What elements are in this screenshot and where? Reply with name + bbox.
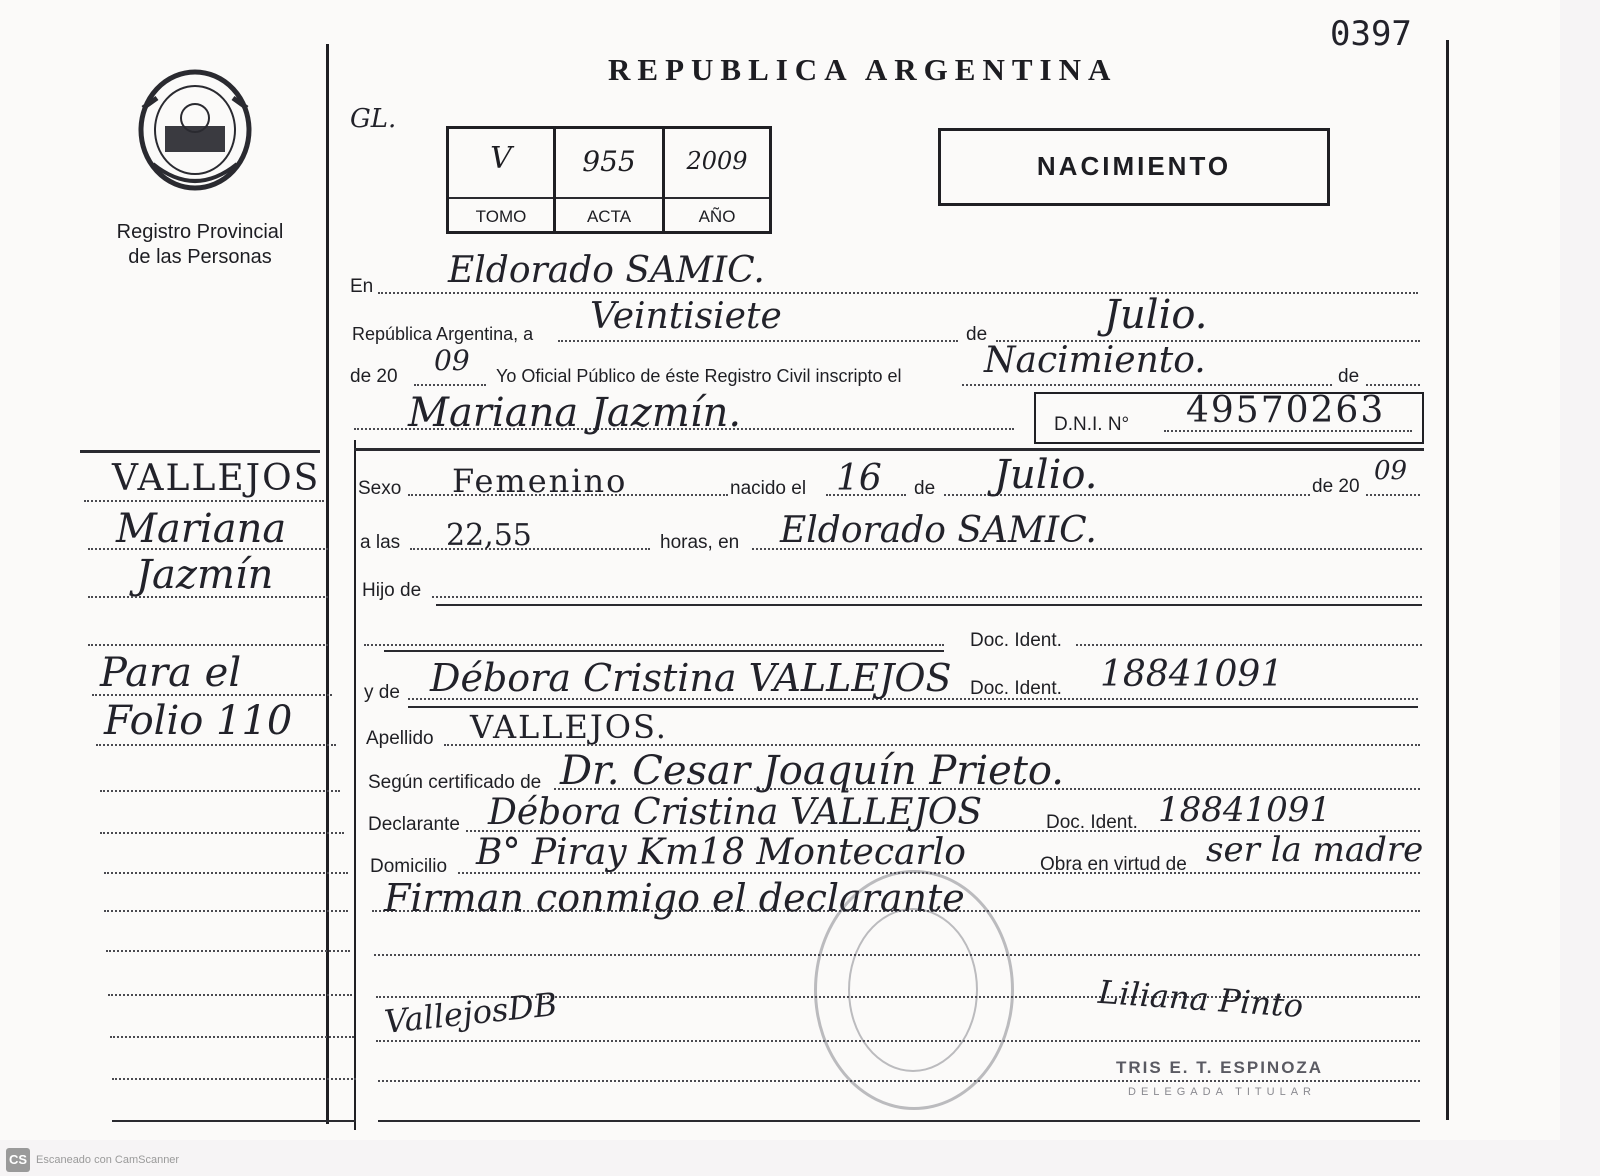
scanner-logo-icon: CS bbox=[6, 1148, 30, 1172]
left-rule bbox=[326, 44, 329, 1124]
year-suffix: 09 bbox=[434, 344, 470, 377]
day-words: Veintisiete bbox=[590, 296, 782, 337]
tomo-value: V bbox=[490, 141, 512, 176]
acta-value: 955 bbox=[582, 145, 636, 178]
hijo-label: Hijo de bbox=[362, 580, 422, 601]
margin-top-rule bbox=[80, 450, 320, 453]
doc-ident-label-2: Doc. Ident. bbox=[970, 678, 1062, 699]
sexo-label: Sexo bbox=[358, 478, 402, 499]
de-label-3: de bbox=[914, 478, 936, 499]
section-divider bbox=[354, 448, 1424, 451]
official-seal-inner-icon bbox=[848, 908, 978, 1072]
margin-surname: VALLEJOS bbox=[112, 458, 321, 499]
provincial-seal-icon bbox=[135, 68, 255, 198]
anio-value: 2009 bbox=[686, 147, 748, 175]
horas-label: horas, en bbox=[660, 532, 740, 553]
tomo-label: TOMO bbox=[475, 207, 527, 226]
sexo-value: Femenino bbox=[452, 462, 628, 500]
en-label: En bbox=[350, 276, 374, 297]
acta-label: ACTA bbox=[586, 207, 632, 226]
oficial-label: Yo Oficial Público de éste Registro Civil inscripto el bbox=[496, 366, 902, 386]
dni-label: D.N.I. N° bbox=[1054, 414, 1130, 435]
segun-label: Según certificado de bbox=[368, 772, 542, 793]
anio-label: AÑO bbox=[698, 207, 736, 226]
signature-left: VallejosDB bbox=[382, 985, 559, 1041]
domicilio-value: B° Piray Km18 Montecarlo bbox=[476, 832, 966, 873]
official-stamp: TRIS E. T. ESPINOZA bbox=[1116, 1058, 1324, 1077]
month-words: Julio. bbox=[1104, 292, 1208, 338]
note-value: Firman conmigo el declarante bbox=[384, 876, 965, 920]
doc-ident-label-3: Doc. Ident. bbox=[1046, 812, 1138, 833]
signature-right: Liliana Pinto bbox=[1096, 972, 1305, 1026]
margin-first-name: Mariana bbox=[116, 506, 287, 552]
anio-cell bbox=[662, 126, 772, 234]
inscripto-value: Nacimiento. bbox=[984, 340, 1206, 381]
full-name: Mariana Jazmín. bbox=[408, 390, 742, 436]
nacido-label: nacido el bbox=[730, 478, 807, 499]
margin-note-line1: Para el bbox=[100, 650, 242, 696]
obra-value: ser la madre bbox=[1206, 830, 1424, 870]
record-type-box bbox=[938, 128, 1330, 206]
domicilio-label: Domicilio bbox=[370, 856, 448, 877]
scanner-text: Escaneado con CamScanner bbox=[36, 1154, 180, 1166]
gl-mark: GL. bbox=[350, 104, 397, 134]
official-title: DELEGADA TITULAR bbox=[1128, 1086, 1316, 1098]
acta-cell bbox=[553, 126, 665, 234]
dni-value: 49570263 bbox=[1186, 390, 1386, 431]
de20-label: de 20 bbox=[350, 366, 398, 387]
dni-box bbox=[1034, 392, 1424, 444]
margin-note-line2: Folio 110 bbox=[104, 698, 293, 744]
republica-label: República Argentina, a bbox=[352, 324, 534, 344]
yde-label: y de bbox=[364, 682, 400, 703]
declarante-label: Declarante bbox=[368, 814, 460, 835]
birth-month: Julio. bbox=[994, 452, 1098, 498]
doc-ident-label: Doc. Ident. bbox=[970, 630, 1062, 651]
record-type: NACIMIENTO bbox=[1036, 151, 1232, 181]
right-rule bbox=[1446, 40, 1449, 1120]
page-number: 0397 bbox=[1330, 14, 1412, 54]
declarante-doc: 18841091 bbox=[1158, 790, 1332, 830]
place-value: Eldorado SAMIC. bbox=[780, 510, 1097, 551]
birth-year: 09 bbox=[1374, 456, 1408, 486]
mother-doc: 18841091 bbox=[1100, 654, 1284, 695]
alas-label: a las bbox=[360, 532, 401, 553]
margin-rule bbox=[354, 440, 356, 1130]
registry-line2: de las Personas bbox=[128, 246, 272, 268]
registry-name bbox=[100, 220, 300, 270]
time-value: 22,55 bbox=[446, 518, 532, 553]
certificado-value: Dr. Cesar Joaquín Prieto. bbox=[560, 748, 1064, 794]
de-label-2: de bbox=[1338, 366, 1360, 387]
declarante-value: Débora Cristina VALLEJOS bbox=[488, 792, 983, 833]
de20-label-2: de 20 bbox=[1312, 476, 1360, 497]
country-title: REPUBLICA ARGENTINA bbox=[608, 52, 1118, 87]
birth-day: 16 bbox=[836, 458, 882, 499]
margin-middle-name: Jazmín bbox=[136, 552, 274, 598]
apellido-value: VALLEJOS. bbox=[470, 708, 668, 746]
registry-line1: Registro Provincial bbox=[116, 221, 284, 243]
apellido-label: Apellido bbox=[366, 728, 434, 749]
en-value: Eldorado SAMIC. bbox=[448, 250, 765, 291]
obra-label: Obra en virtud de bbox=[1040, 854, 1187, 875]
tomo-cell bbox=[446, 126, 556, 234]
mother-name: Débora Cristina VALLEJOS bbox=[430, 656, 952, 700]
de-label-1: de bbox=[966, 324, 988, 345]
